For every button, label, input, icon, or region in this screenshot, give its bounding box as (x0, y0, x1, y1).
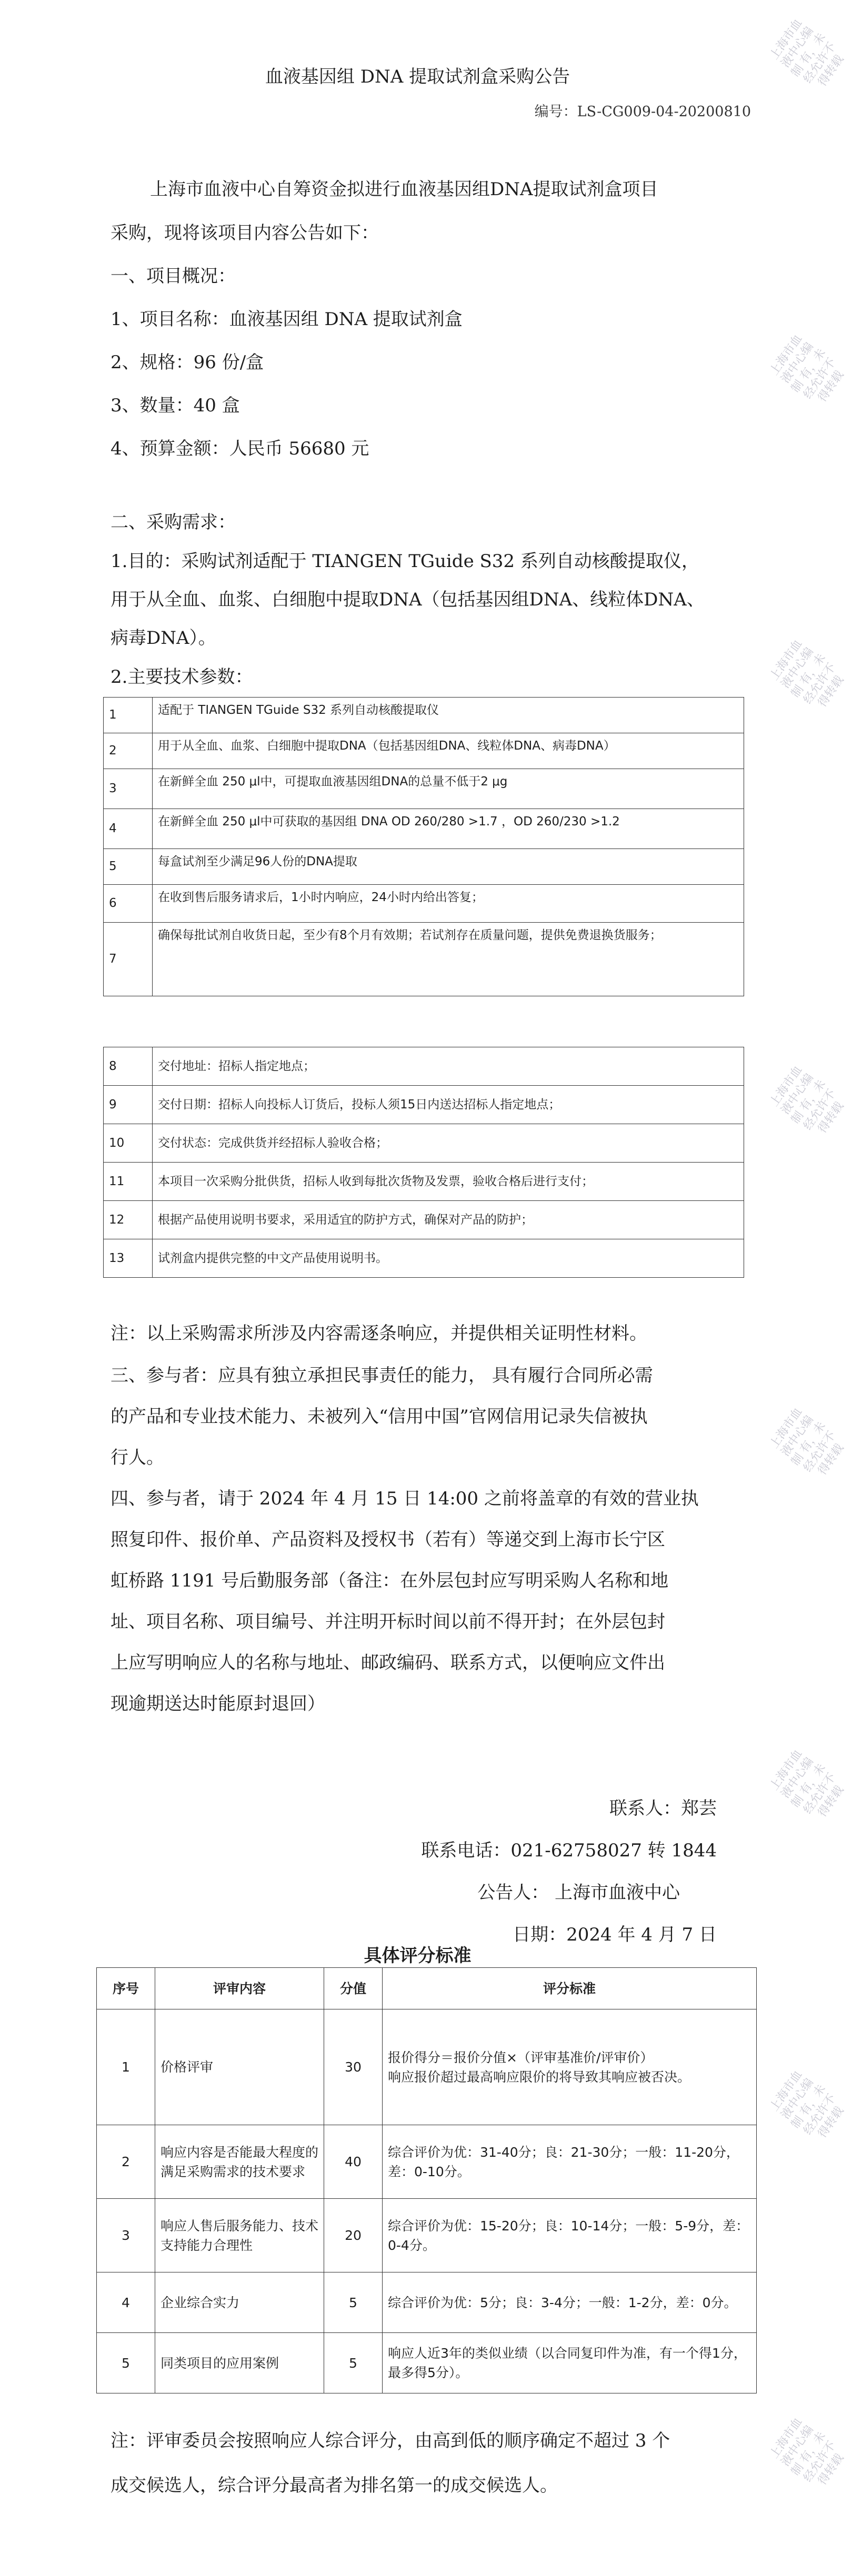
watermark: 上海市血液中心编制 有，未经允许不得转载 (767, 16, 847, 89)
watermark: 上海市血液中心编制 有，未经允许不得转载 (767, 2415, 847, 2488)
table-row: 10 交付状态：完成供货并经招标人验收合格； (104, 1124, 744, 1163)
note-ranking: 注：评审委员会按照响应人综合评分，由高到低的顺序确定不超过 3 个 (111, 2430, 670, 2451)
section4-line: 照复印件、报价单、产品资料及授权书（若有）等递交到上海市长宁区 (111, 1529, 665, 1550)
publisher: 公告人： 上海市血液中心 (477, 1882, 680, 1903)
purpose-line: 1.目的：采购试剂适配于 TIANGEN TGuide S32 系列自动核酸提取仪， (111, 551, 699, 572)
table-row: 4 在新鲜全血 250 μl中可获取的基因组 DNA OD 260/280 >1.7 ，OD 260/230 >1.2 (104, 809, 744, 849)
table-row: 2 用于从全血、血浆、白细胞中提取DNA（包括基因组DNA、线粒体DNA、病毒DNA） (104, 733, 744, 769)
score-table-title: 具体评分标准 (364, 1945, 472, 1966)
table-row: 5 每盒试剂至少满足96人份的DNA提取 (104, 849, 744, 885)
contact-person: 联系人：郑芸 (609, 1798, 717, 1819)
purpose-line: 用于从全血、血浆、白细胞中提取DNA（包括基因组DNA、线粒体DNA、 (111, 589, 705, 610)
watermark: 上海市血液中心编制 有，未经允许不得转载 (767, 1405, 847, 1478)
table-row: 7 确保每批试剂自收货日起，至少有8个月有效期；若试剂存在质量问题，提供免费退换货服务； (104, 923, 744, 996)
section3-line: 三、参与者：应具有独立承担民事责任的能力， 具有履行合同所必需 (111, 1365, 653, 1386)
watermark: 上海市血液中心编制 有，未经允许不得转载 (767, 1747, 847, 1820)
table-row: 11 本项目一次采购分批供货，招标人收到每批次货物及发票，验收合格后进行支付； (104, 1163, 744, 1201)
table-row: 2 响应内容是否能最大程度的满足采购需求的技术要求 40 综合评价为优：31-40分；良：21-30分；一般：11-20分，差：0-10分。 (97, 2125, 757, 2199)
params-heading: 2.主要技术参数： (111, 666, 253, 688)
watermark: 上海市血液中心编制 有，未经允许不得转载 (767, 332, 847, 405)
table-row: 3 响应人售后服务能力、技术支持能力合理性 20 综合评价为优：15-20分；良：10-14分；一般：5-9分，差：0-4分。 (97, 2199, 757, 2272)
table-row: 9 交付日期：招标人向投标人订货后，投标人须15日内送达招标人指定地点； (104, 1086, 744, 1124)
table-header-row: 序号 评审内容 分值 评分标准 (97, 1968, 757, 2009)
section4-line: 虹桥路 1191 号后勤服务部（备注：在外层包封应写明采购人名称和地 (111, 1570, 669, 1591)
watermark: 上海市血液中心编制 有，未经允许不得转载 (767, 1063, 847, 1136)
watermark: 上海市血液中心编制 有，未经允许不得转载 (767, 637, 847, 710)
table-row: 5 同类项目的应用案例 5 响应人近3年的类似业绩（以合同复印件为准，有一个得1分，最多得5分）。 (97, 2333, 757, 2393)
section4-line: 现逾期送达时能原封退回） (111, 1693, 325, 1714)
table-row: 6 在收到售后服务请求后，1小时内响应，24小时内给出答复； (104, 885, 744, 923)
intro-line: 上海市血液中心自筹资金拟进行血液基因组DNA提取试剂盒项目 (150, 179, 658, 200)
section3-line: 的产品和专业技术能力、未被列入“信用中国”官网信用记录失信被执 (111, 1406, 648, 1427)
table-row: 3 在新鲜全血 250 μl中，可提取血液基因组DNA的总量不低于2 μg (104, 769, 744, 809)
publish-date: 日期：2024 年 4 月 7 日 (513, 1924, 717, 1945)
section1-heading: 一、项目概况： (111, 266, 236, 287)
purpose-line: 病毒DNA）。 (111, 628, 216, 649)
page-title: 血液基因组 DNA 提取试剂盒采购公告 (265, 66, 570, 87)
section4-line: 上应写明响应人的名称与地址、邮政编码、联系方式，以便响应文件出 (111, 1652, 665, 1673)
tech-params-table-1 (103, 697, 744, 996)
project-item: 4、预算金额：人民币 56680 元 (111, 438, 369, 459)
project-item: 2、规格：96 份/盒 (111, 352, 264, 373)
contact-phone: 联系电话：021-62758027 转 1844 (421, 1840, 717, 1861)
table-row: 13 试剂盒内提供完整的中文产品使用说明书。 (104, 1239, 744, 1278)
table-row: 12 根据产品使用说明书要求，采用适宜的防护方式，确保对产品的防护； (104, 1201, 744, 1239)
project-item: 3、数量：40 盒 (111, 395, 240, 416)
watermark: 上海市血液中心编制 有，未经允许不得转载 (767, 2068, 847, 2140)
note-ranking: 成交候选人，综合评分最高者为排名第一的成交候选人。 (111, 2475, 558, 2496)
score-table (96, 1967, 757, 2393)
table-row: 1 价格评审 30 报价得分＝报价分值×（评审基准价/评审价） 响应报价超过最高响应限价的将导致其响应被否决。 (97, 2009, 757, 2125)
project-item: 1、项目名称：血液基因组 DNA 提取试剂盒 (111, 309, 463, 330)
section2-heading: 二、采购需求： (111, 512, 236, 533)
section3-line: 行人。 (111, 1447, 164, 1468)
section4-line: 四、参与者，请于 2024 年 4 月 15 日 14:00 之前将盖章的有效的营业执 (111, 1488, 699, 1509)
table-row: 1 适配于 TIANGEN TGuide S32 系列自动核酸提取仪 (104, 698, 744, 733)
table-row: 4 企业综合实力 5 综合评价为优：5分；良：3-4分；一般：1-2分，差：0分。 (97, 2272, 757, 2333)
document-code: 编号：LS-CG009-04-20200810 (534, 104, 751, 120)
note-requirements: 注：以上采购需求所涉及内容需逐条响应，并提供相关证明性材料。 (111, 1323, 647, 1344)
tech-params-table-2 (103, 1047, 744, 1278)
table-row: 8 交付地址：招标人指定地点； (104, 1047, 744, 1086)
intro-line: 采购，现将该项目内容公告如下： (111, 223, 379, 244)
section4-line: 址、项目名称、项目编号、并注明开标时间以前不得开封；在外层包封 (111, 1611, 665, 1632)
